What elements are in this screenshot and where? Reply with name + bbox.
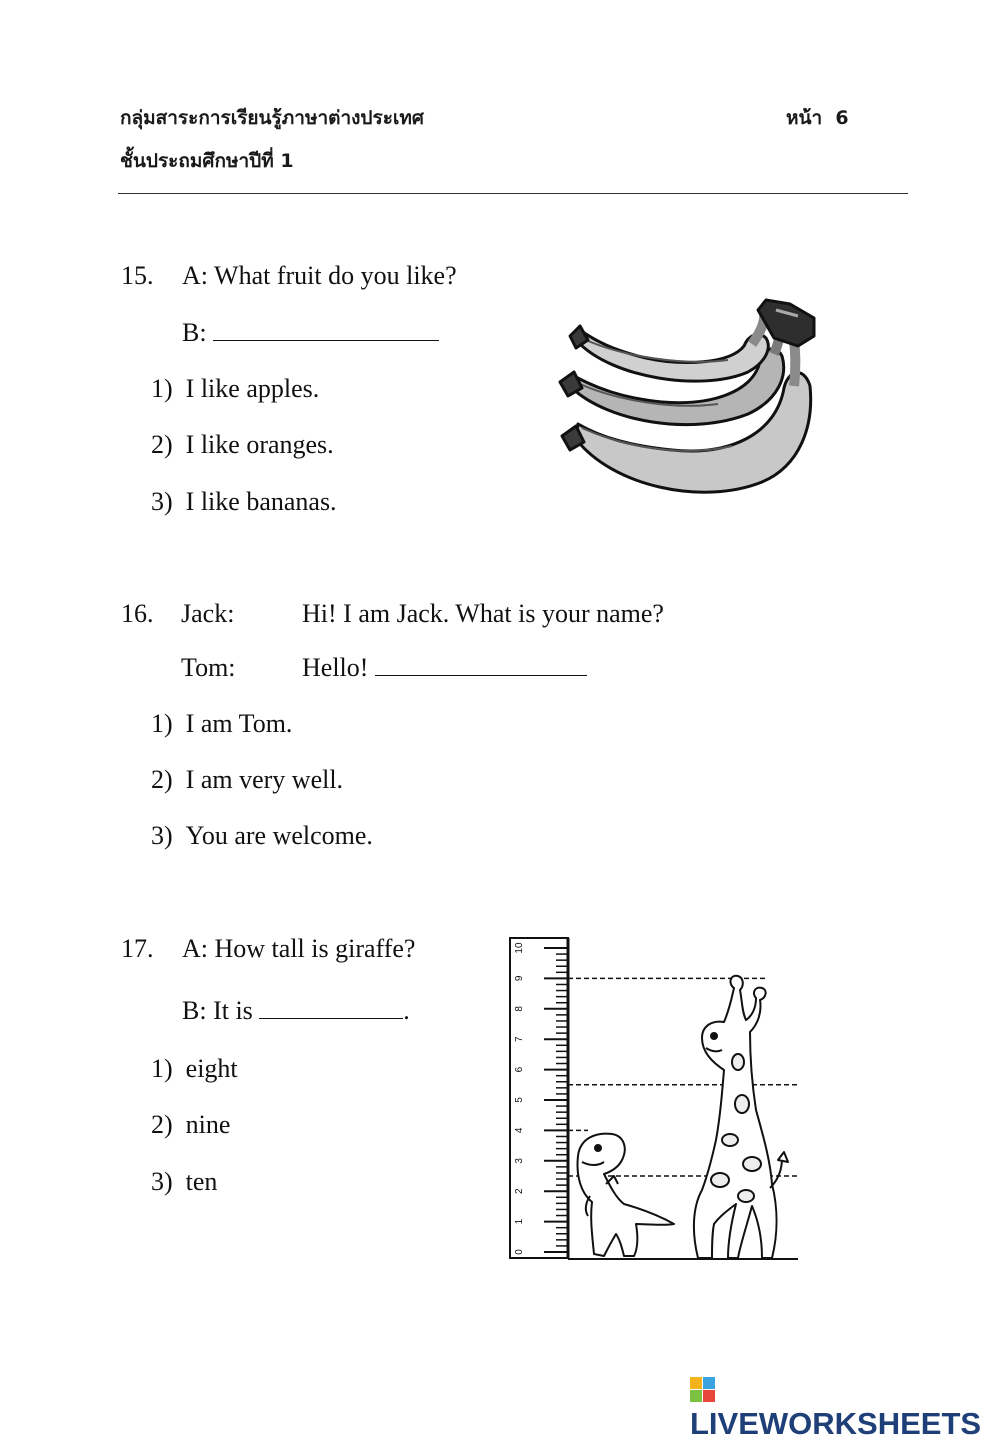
- option-1[interactable]: [151, 709, 292, 739]
- question-prompt: A: What fruit do you like?: [182, 261, 457, 290]
- option-text: I am Tom.: [185, 709, 293, 738]
- ruler-tick-label: 2: [514, 1188, 525, 1194]
- option-1[interactable]: [151, 374, 319, 404]
- ruler-tick-label: 6: [514, 1066, 525, 1073]
- option-2[interactable]: [151, 1110, 230, 1140]
- answer-line: [182, 318, 439, 348]
- question-number: 15.: [121, 261, 154, 290]
- option-3[interactable]: [151, 821, 373, 851]
- speaker-tom: Tom:: [181, 653, 236, 682]
- question-number: 17.: [121, 934, 154, 963]
- speaker-jack: Jack:: [181, 599, 235, 628]
- option-3[interactable]: [151, 487, 337, 517]
- liveworksheets-logo-icon: [690, 1375, 716, 1405]
- page-label: หน้า: [786, 107, 823, 129]
- option-number: 1): [151, 709, 173, 738]
- ruler-tick-label: 7: [514, 1036, 525, 1042]
- answer-speaker: B:: [182, 318, 207, 347]
- option-text: nine: [185, 1110, 231, 1139]
- answer-line: [302, 653, 587, 683]
- option-text: ten: [185, 1167, 218, 1196]
- option-2[interactable]: [151, 765, 343, 795]
- ruler-tick-label: 0: [514, 1249, 525, 1255]
- dinosaur-drawing: [578, 1134, 674, 1256]
- option-number: 2): [151, 765, 173, 794]
- answer-suffix: .: [403, 996, 410, 1025]
- header-divider: [118, 193, 908, 194]
- answer-greeting: Hello!: [302, 653, 369, 682]
- option-3[interactable]: [151, 1167, 217, 1197]
- page-indicator: [786, 103, 849, 133]
- ruler-tick-label: 8: [514, 1006, 525, 1012]
- giraffe-drawing: [694, 976, 788, 1258]
- ruler-tick-label: 10: [514, 942, 525, 954]
- ruler-tick-label: 5: [514, 1097, 525, 1103]
- option-number: 2): [151, 430, 173, 459]
- option-text: I am very well.: [185, 765, 344, 794]
- ruler-tick-label: 3: [514, 1158, 525, 1164]
- question-prompt: Hi! I am Jack. What is your name?: [302, 599, 664, 628]
- option-text: I like bananas.: [185, 487, 337, 516]
- answer-prefix: B: It is: [182, 996, 253, 1025]
- answer-blank[interactable]: [213, 318, 439, 341]
- liveworksheets-watermark: [690, 1375, 1000, 1442]
- question-number: 16.: [121, 599, 154, 628]
- ruler-tick-label: 1: [514, 1218, 525, 1225]
- grade-heading: ชั้นประถมศึกษาปีที่ 1: [120, 150, 294, 172]
- subject-heading: กลุ่มสาระการเรียนรู้ภาษาต่างประเทศ: [120, 107, 424, 129]
- ruler-tick-label: 4: [514, 1127, 525, 1134]
- answer-blank[interactable]: [259, 996, 403, 1019]
- option-text: You are welcome.: [185, 821, 373, 850]
- banana-illustration: [552, 296, 824, 514]
- option-2[interactable]: [151, 430, 334, 460]
- option-text: I like oranges.: [185, 430, 334, 459]
- height-ruler-illustration: [506, 934, 802, 1264]
- option-number: 3): [151, 1167, 173, 1196]
- option-number: 2): [151, 1110, 173, 1139]
- answer-line: [182, 996, 410, 1026]
- ruler-tick-label: 9: [514, 975, 525, 982]
- option-number: 1): [151, 374, 173, 403]
- page-number: 6: [835, 107, 849, 129]
- option-number: 3): [151, 487, 173, 516]
- question-prompt: A: How tall is giraffe?: [182, 934, 416, 963]
- option-number: 3): [151, 821, 173, 850]
- option-text: I like apples.: [185, 374, 320, 403]
- watermark-text: LIVEWORKSHEETS: [690, 1406, 982, 1441]
- answer-blank[interactable]: [375, 653, 587, 676]
- option-number: 1): [151, 1054, 173, 1083]
- option-text: eight: [185, 1054, 238, 1083]
- option-1[interactable]: [151, 1054, 238, 1084]
